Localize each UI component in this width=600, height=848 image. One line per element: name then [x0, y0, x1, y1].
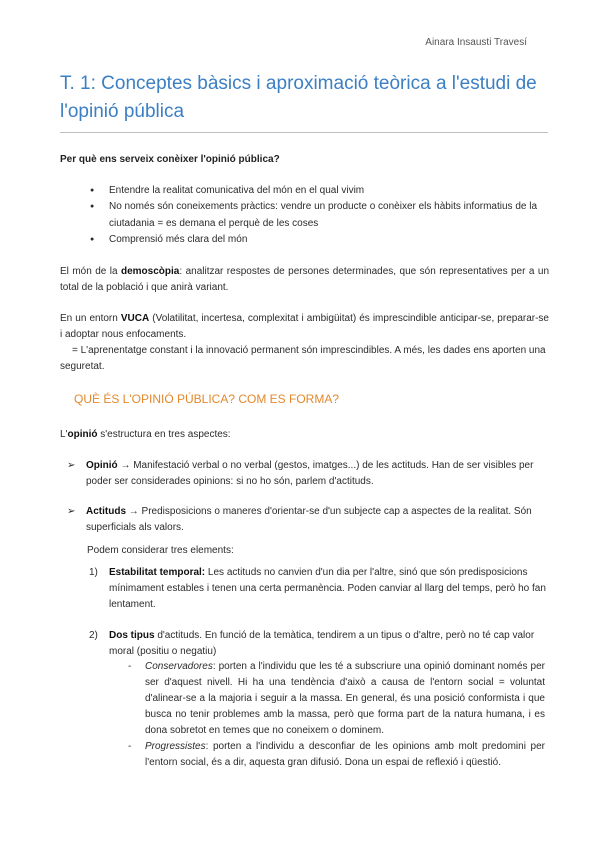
elements-intro: Podem considerar tres elements:	[87, 545, 234, 556]
vuca-paragraph	[60, 311, 549, 343]
question-heading: Per què ens serveix conèixer l'opinió pública?	[60, 154, 280, 165]
text-run: Les actituds no canvien d'un dia per l'altre, sinó que són predisposicions mínimament estables i tenen una certa permanència. Poden canviar al llarg del temps, però ho fan lentament.	[109, 567, 546, 610]
item-number: 1)	[89, 567, 98, 578]
text-run: : porten a l'individu que les té a subscriure una opinió dominant només per ser d'aquest nivell. Hi ha una tendència d'això a causa de l'entorn social = voluntat d'alinear-se a la majoria i seguir a la massa. En general, és una posició conformista i que busca no tenir problemes amb la massa, però que forma part de la natura humana, i es dona sobretot en temes que no coneixem o dominem.	[145, 661, 545, 736]
text-run: El món de la	[60, 266, 121, 277]
bullet-list	[90, 183, 550, 248]
aspect-term: Opinió	[86, 460, 118, 471]
text-run: : analitzar respostes de persones determinades, que són representatives per a un total de la població i que anirà variant.	[60, 266, 550, 293]
aspect-text	[86, 458, 546, 490]
subtype-term: Conservadores	[145, 661, 213, 672]
list-item: ● Entendre la realitat comunicativa del món en el qual vivim	[90, 183, 550, 199]
text-run: (Volatilitat, incertesa, complexitat i ambigüitat) és imprescindible anticipar-se, preparar-se i adoptar nous enfocaments.	[60, 313, 549, 340]
text-run: s'estructura en tres aspectes:	[97, 429, 231, 440]
subtype-term: Progressistes	[145, 741, 206, 752]
text-run: : porten a l'individu a desconfiar de les opinions amb molt predomini per l'entorn social, és a dir, aquesta gran difusió. Dona un espai de reflexió i qüestió.	[145, 741, 545, 768]
arrow-bullet-icon: ➢	[67, 460, 76, 471]
item-number: 2)	[89, 630, 98, 641]
list-item: ● Comprensió més clara del món	[90, 232, 550, 248]
title-divider	[60, 132, 548, 133]
text-run: → Predisposicions o maneres d'orientar-se d'un subjecte cap a aspectes de la realitat. Són superficials als valors.	[86, 506, 532, 533]
section-heading: QUÈ ÉS L'OPINIÓ PÚBLICA? COM ES FORMA?	[74, 392, 340, 406]
aspect-term: Actituds	[86, 506, 126, 517]
term-vuca: VUCA	[120, 313, 150, 324]
demoscopia-paragraph	[60, 264, 549, 296]
text-run: d'actituds. En funció de la temàtica, tendirem a un tipus o d'altre, però no té cap valor moral (positiu o negatiu)	[109, 630, 535, 657]
subtype-text	[145, 739, 545, 771]
element-text	[109, 565, 551, 613]
structure-intro	[60, 427, 231, 443]
text-run: → Manifestació verbal o no verbal (gestos, imatges...) de les actituds. Han de ser visibles per poder ser considerades opinions: si no ho són, parlem d'actituds.	[86, 460, 534, 487]
dash-bullet: -	[128, 661, 132, 672]
vuca-note: = L'aprenentatge constant i la innovació permanent són imprescindibles. A més, les dades ens aporten una seguretat.	[60, 345, 546, 372]
subtype-text	[145, 659, 545, 739]
term-opinio: opinió	[67, 429, 98, 440]
page-title: T. 1: Conceptes bàsics i aproximació teòrica a l'estudi de l'opinió pública	[60, 73, 537, 122]
element-term: Dos tipus	[109, 630, 155, 641]
author-name: Ainara Insausti Travesí	[425, 37, 527, 48]
text-run: En un entorn	[60, 313, 121, 324]
aspect-text	[86, 504, 546, 536]
text-run: L'	[60, 429, 68, 440]
arrow-bullet-icon: ➢	[67, 506, 76, 517]
list-item: ● No només són coneixements pràctics: vendre un producte o conèixer els hàbits informatius de la ciutadania = es demana el perquè de les coses	[90, 199, 550, 232]
element-text	[109, 628, 551, 660]
element-term: Estabilitat temporal:	[109, 567, 206, 578]
term-demoscopia: demoscòpia	[121, 266, 180, 277]
dash-bullet: -	[128, 741, 132, 752]
